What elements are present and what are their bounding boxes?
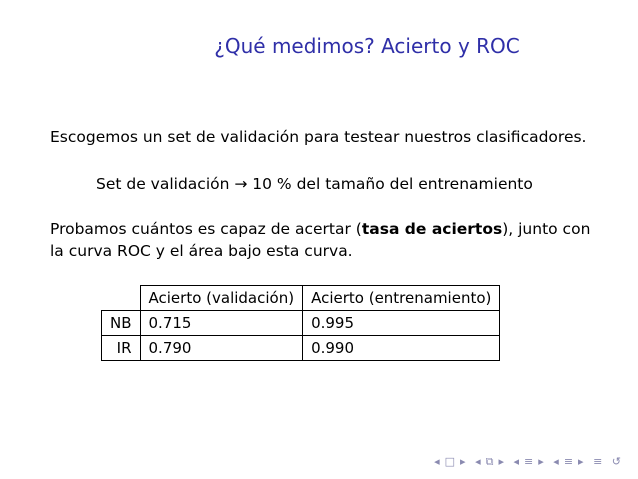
paragraph-accuracy [50, 218, 590, 240]
table-cell-validation: 0.790 [140, 336, 303, 361]
align-icon[interactable]: ≡ [593, 455, 604, 468]
paragraph-intro: Escogemos un set de validación para testear nuestros clasificadores. [50, 128, 587, 146]
table-header-validation: Acierto (validación) [140, 286, 303, 311]
paragraph-accuracy-pre: Probamos cuántos es capaz de acertar ( [50, 220, 362, 238]
triangle-left-icon[interactable]: ◂ [513, 455, 521, 468]
table-row [102, 311, 500, 336]
table-cell-training: 0.995 [303, 311, 500, 336]
slide-title: ¿Qué medimos? Acierto y ROC [214, 34, 520, 58]
beamer-navigation-bar [432, 455, 624, 469]
triangle-right-icon[interactable]: ▸ [460, 455, 467, 468]
subsection-icon[interactable]: ≡ [524, 455, 535, 468]
table-cell-training: 0.990 [303, 336, 500, 361]
frame-icon[interactable]: ⧉ [485, 455, 495, 468]
triangle-left-icon[interactable]: ◂ [475, 455, 482, 468]
triangle-right-icon[interactable]: ▸ [538, 455, 545, 468]
paragraph-accuracy-bold: tasa de aciertos [361, 220, 503, 238]
table-header-empty [102, 286, 141, 311]
table-row [102, 336, 500, 361]
table-header-training: Acierto (entrenamiento) [303, 286, 500, 311]
table-header-row [102, 286, 500, 311]
square-icon[interactable]: □ [444, 455, 457, 468]
section-icon[interactable]: ≡ [563, 455, 575, 468]
triangle-right-icon[interactable]: ▸ [498, 455, 505, 468]
paragraph-accuracy-line2: la curva ROC y el área bajo esta curva. [50, 242, 353, 260]
triangle-left-icon[interactable]: ◂ [553, 455, 560, 468]
results-table [101, 285, 500, 361]
table-row-label: IR [102, 336, 141, 361]
validation-set-line: Set de validación → 10 % del tamaño del entrenamiento [96, 175, 533, 193]
search-loop-icon[interactable]: ↺ [611, 455, 622, 468]
table-cell-validation: 0.715 [140, 311, 303, 336]
triangle-right-icon[interactable]: ▸ [578, 455, 585, 468]
triangle-left-icon[interactable]: ◂ [434, 455, 441, 468]
paragraph-accuracy-post: ), junto con [502, 220, 591, 238]
table-row-label: NB [102, 311, 141, 336]
